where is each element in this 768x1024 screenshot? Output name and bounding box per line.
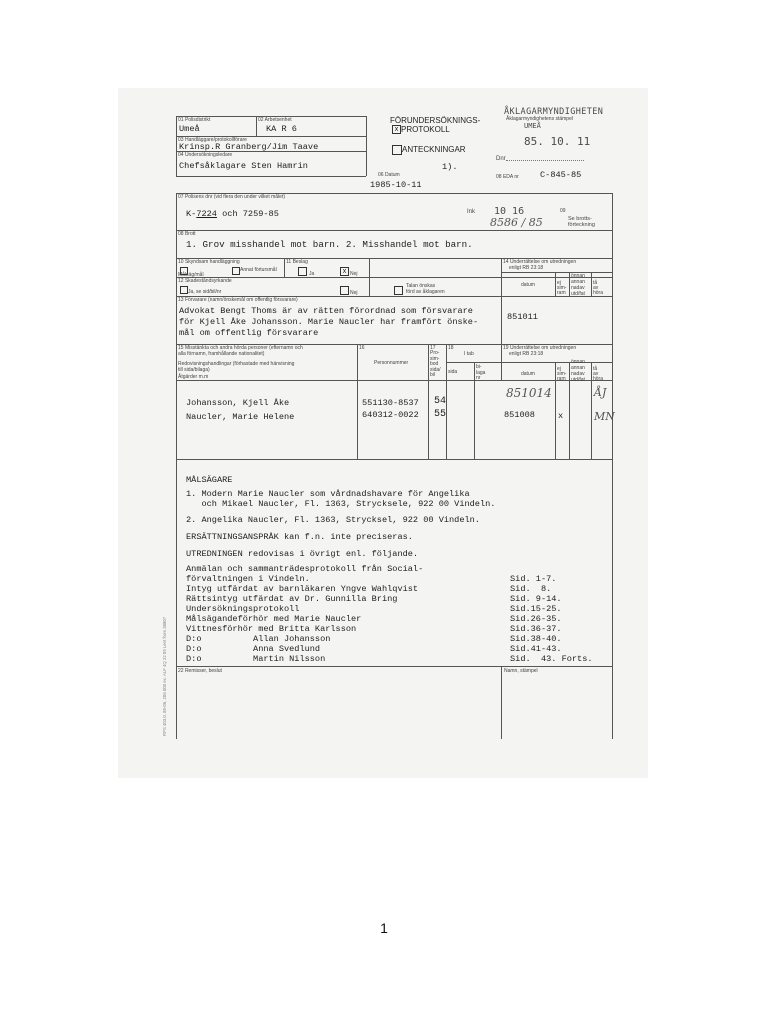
col18-sida: sida (448, 369, 458, 375)
list-item-ref: Sid. 8. (510, 584, 552, 594)
protokoll-checkbox (392, 125, 401, 134)
rule (474, 362, 475, 459)
col-datum: datum (521, 282, 535, 288)
col18-label: I tab (464, 351, 474, 357)
list-item-ref: Sid. 9-14. (510, 594, 562, 604)
page-number: 1 (380, 920, 388, 936)
polisens-dnr-label: 07 Polisens dnr (vid flera den under vilket målet) (178, 194, 285, 200)
rule (501, 666, 502, 739)
rule (591, 362, 592, 459)
person-page: 54 (434, 396, 447, 407)
list-item: D:o Allan Johansson (186, 634, 331, 644)
undersokningsledare-value: Chefsåklagare Sten Hamrin (179, 161, 308, 171)
rule (256, 116, 257, 136)
form-print-info-text: RPS 403.0, 85-06, 206 000 ex. ALF 4Q 22 09 Lent from 38807 (162, 616, 167, 736)
person-initials: ÅJ (594, 386, 607, 399)
col-onnan3: nadav (571, 285, 585, 291)
rule (176, 380, 612, 381)
col19-ej3: ram (557, 376, 566, 382)
person-pnr: 551130-8537 (362, 398, 419, 408)
ink-handwriting: 8586 / 85 (490, 216, 543, 229)
talan-line2: förd av åklagaren (406, 289, 445, 295)
forsvarare-date: 851011 (507, 312, 538, 322)
handlaggare-value: Krinsp.R Granberg/Jim Taave (179, 142, 319, 152)
person-page: 55 (434, 409, 447, 420)
utredningen: UTREDNINGEN redovisas i övrigt enl. följande. (186, 549, 419, 559)
col-ta2: av (593, 285, 599, 291)
col18: 18 (448, 345, 454, 351)
col19: 19 Underrättelse om utredningen (503, 345, 577, 351)
rule (428, 344, 429, 459)
col19-ta: tå (593, 366, 598, 372)
col-ej3: ram (557, 290, 566, 296)
person-mark: x (558, 411, 564, 421)
col18-bilaga: bi- laga nr (476, 364, 486, 381)
col-onnan2: annan (571, 279, 585, 285)
rule (591, 272, 592, 296)
undersokningsledare-label: 04 Undersökningsledare (178, 152, 233, 158)
dnr-underlined: 7224 (196, 209, 217, 219)
rule (612, 666, 613, 739)
list-item-ref: Sid.36-37. (510, 624, 562, 634)
col19-onnan4: utd/fat (571, 377, 585, 383)
rule (357, 344, 358, 459)
dnr-rest: och 7259-85 (216, 209, 279, 219)
col19-datum: datum (521, 371, 535, 377)
col19-sub: enligt RB 23:18 (509, 351, 544, 357)
col19-onnan3: nadav (571, 371, 585, 377)
ink-side-num: 09 (560, 208, 566, 214)
col-ta: tå (593, 280, 598, 286)
col19-ej2: sim- (557, 371, 567, 377)
rule (612, 193, 613, 673)
talan-checkbox (394, 286, 403, 295)
col16: 16 (359, 345, 365, 351)
col19-onnan2: annan (571, 365, 585, 371)
beslag-ja-checkbox (298, 267, 307, 276)
list-item: Rättsintyg utfärdat av Dr. Gunnilla Bring (186, 594, 398, 604)
arbetsenhet-label: 02 Arbetsenhet (258, 117, 292, 123)
persons-label4: till sida/bilaga) (178, 367, 210, 373)
rule (176, 230, 612, 231)
rule (366, 116, 367, 176)
beslag-label: 11 Beslag (286, 259, 308, 265)
list-item-ref: Sid.15-25. (510, 604, 562, 614)
talan-line1: Talan önskas (406, 283, 436, 289)
preliminary-investigation-form (176, 107, 615, 739)
list-item: D:o Anna Svedlund (186, 644, 321, 654)
beslag-nej-checkbox (340, 267, 349, 276)
person-date-handwritten: 851014 (506, 386, 552, 400)
malsagmal-label: Målsäg/mål (178, 272, 204, 278)
doc-title-line2: PROTOKOLL (401, 125, 450, 134)
persons-label5: Åtgärder m.m (178, 374, 209, 380)
beslag-nej-label: Nej (350, 271, 358, 277)
list-item-ref: Sid.26-35. (510, 614, 562, 624)
rule (501, 272, 612, 273)
list-item: Intyg utfärdat av barnläkaren Yngve Wahlqvist (186, 584, 419, 594)
col-ej2: sim- (557, 285, 567, 291)
underrattelse-title2: enligt RB 23:18 (509, 265, 544, 271)
list-item: D:o Martin Nilsson (186, 654, 326, 664)
forsvarare-line2: för Kjell Åke Johansson. Marie Naucler har framfört önske- (179, 317, 479, 327)
datum-value: 1985-10-11 (370, 180, 422, 190)
prosecutor-stamp-date: 85. 10. 11 (524, 135, 591, 148)
skyndsam-label: 10 Skyndsam handläggning (178, 259, 240, 265)
malsagare-item1-line1: 1. Modern Marie Naucler som vårdnadshavare för Angelika (186, 489, 470, 499)
dnr-label: Dnr (496, 156, 506, 162)
ink-side-text: Se brotts- förteckning (568, 216, 595, 228)
person-name: Naucler, Marie Helene (186, 412, 295, 422)
arbetsenhet-value: KA R 6 (266, 124, 297, 134)
rule (569, 362, 570, 459)
list-item: Anmälan och sammanträdesprotokoll från Social- (186, 564, 424, 574)
list-item: Vittnesförhör med Britta Karlsson (186, 624, 357, 634)
stampel-label: Namn, stämpel (504, 668, 538, 674)
person-name: Johansson, Kjell Åke (186, 398, 290, 408)
col-ta3: höra (593, 290, 604, 296)
doc-title-line1: FÖRUNDERSÖKNINGS- (390, 116, 481, 125)
list-item-ref: Sid.41-43. (510, 644, 562, 654)
malsagare-heading: MÅLSÄGARE (186, 475, 233, 485)
underrattelse-title: 14 Underrättelse om utredningen (503, 259, 577, 265)
footnote: 1). (442, 162, 458, 172)
rule (176, 459, 612, 460)
col-onnan: önnan (571, 273, 585, 279)
eda-label: 08 EDA nr (496, 174, 519, 180)
persons-label1: 15 Misstänkta och andra hörda personer (efternamn och (178, 345, 303, 351)
rule (555, 272, 556, 296)
prosecutor-stamp-city: UMEÅ (524, 122, 541, 130)
skadestand-nej-label: Nej (350, 290, 358, 296)
rule (176, 277, 612, 278)
ink-stamp: 10 16 (494, 206, 525, 217)
polisdistrikt-label: 01 Polisdistrikt (178, 117, 211, 123)
anteckningar-label: ANTECKNINGAR (402, 145, 466, 154)
col19-ta2: av (593, 371, 599, 377)
rule (176, 666, 177, 739)
prosecutor-stamp-sub: Åklagarmyndighetens stämpel (506, 116, 573, 122)
persons-label3: Redovisningshandlingar (förhastade med hänvisning (178, 361, 295, 367)
rule (176, 176, 366, 177)
rule (446, 362, 612, 363)
polisens-dnr-value (186, 209, 279, 219)
col-onnan4: utd/fat (571, 291, 585, 297)
person-pnr: 640312-0022 (362, 410, 419, 420)
rule (176, 193, 177, 673)
forsvarare-line1: Advokat Bengt Thoms är av rätten förordnad som försvarare (179, 306, 473, 316)
col19-ej: ej (557, 366, 561, 372)
eda-value: C-845-85 (540, 170, 582, 180)
list-item-ref: Sid. 1-7. (510, 574, 557, 584)
list-item-ref: Sid. 43. Forts. (510, 654, 593, 664)
person-initials: MN (594, 410, 615, 423)
forsvarare-line3: mål om offentlig försvarare (179, 328, 319, 338)
rule (369, 258, 370, 296)
skadestand-ja-label: Ja, se sid/bil/nr (188, 289, 222, 295)
malsagare-item1-line2: och Mikael Naucler, Fl. 1363, Strycksele, 922 00 Vindeln. (186, 499, 496, 509)
brott-label: 08 Brott (178, 231, 196, 237)
prosecutor-stamp-title: ÅKLAGARMYNDIGHETEN (504, 107, 604, 117)
col17: 17 (430, 345, 436, 351)
anteckningar-checkbox (392, 145, 402, 155)
rule (176, 666, 612, 667)
rule (284, 258, 285, 277)
col19-onnan: önnan (571, 359, 585, 365)
ink-label: Ink (467, 209, 476, 215)
form-print-info (162, 576, 172, 736)
skadestand-ja-checkbox (180, 286, 188, 294)
person-date: 851008 (504, 410, 535, 420)
malsagare-item2: 2. Angelika Naucler, Fl. 1363, Strycksel, 922 00 Vindeln. (186, 515, 480, 525)
col17-label: Pro- sim- bod sida/ bil (430, 350, 441, 378)
beslag-nej-mark: x (342, 268, 347, 275)
rule (555, 362, 556, 459)
col-ej: ej (557, 280, 561, 286)
fortursmal-checkbox (232, 267, 240, 275)
remisser-label: 22 Remisser, beslut (178, 668, 222, 674)
beslag-ja-label: Ja (309, 271, 315, 277)
skadestand-label: 12 Skadeståndsyrkande (178, 278, 232, 284)
rule (569, 272, 570, 296)
col16-label: Personnummer (374, 360, 409, 366)
protokoll-check-mark: x (394, 126, 399, 133)
list-item-ref: Sid.38-40. (510, 634, 562, 644)
ersattning: ERSÄTTNINGSANSPRÅK kan f.n. inte preciseras. (186, 532, 413, 542)
skadestand-nej-checkbox (340, 286, 349, 295)
handlaggare-label: 03 Handläggare/protokollförare (178, 137, 247, 143)
forsvarare-label: 13 Förvarare (namn/önskemål om offentlig försvarare) (178, 297, 298, 303)
list-item: förvaltningen i Vindeln. (186, 574, 310, 584)
polisdistrikt-value: Umeå (179, 124, 200, 134)
datum-label: 06 Datum (378, 172, 400, 178)
col19-ta3: höra (593, 376, 604, 382)
dnr-line (506, 160, 584, 161)
rule (176, 116, 177, 176)
persons-label2: alla förnamn, framhållande nationalitet) (178, 351, 265, 357)
list-item: Undersökningsprotokoll (186, 604, 300, 614)
dnr-prefix: K- (186, 209, 197, 219)
fortursmal-label: Annat förtursmål (240, 267, 277, 273)
list-item: Målsägandeförhör med Marie Naucler (186, 614, 362, 624)
brott-value: 1. Grov misshandel mot barn. 2. Misshandel mot barn. (186, 239, 473, 250)
